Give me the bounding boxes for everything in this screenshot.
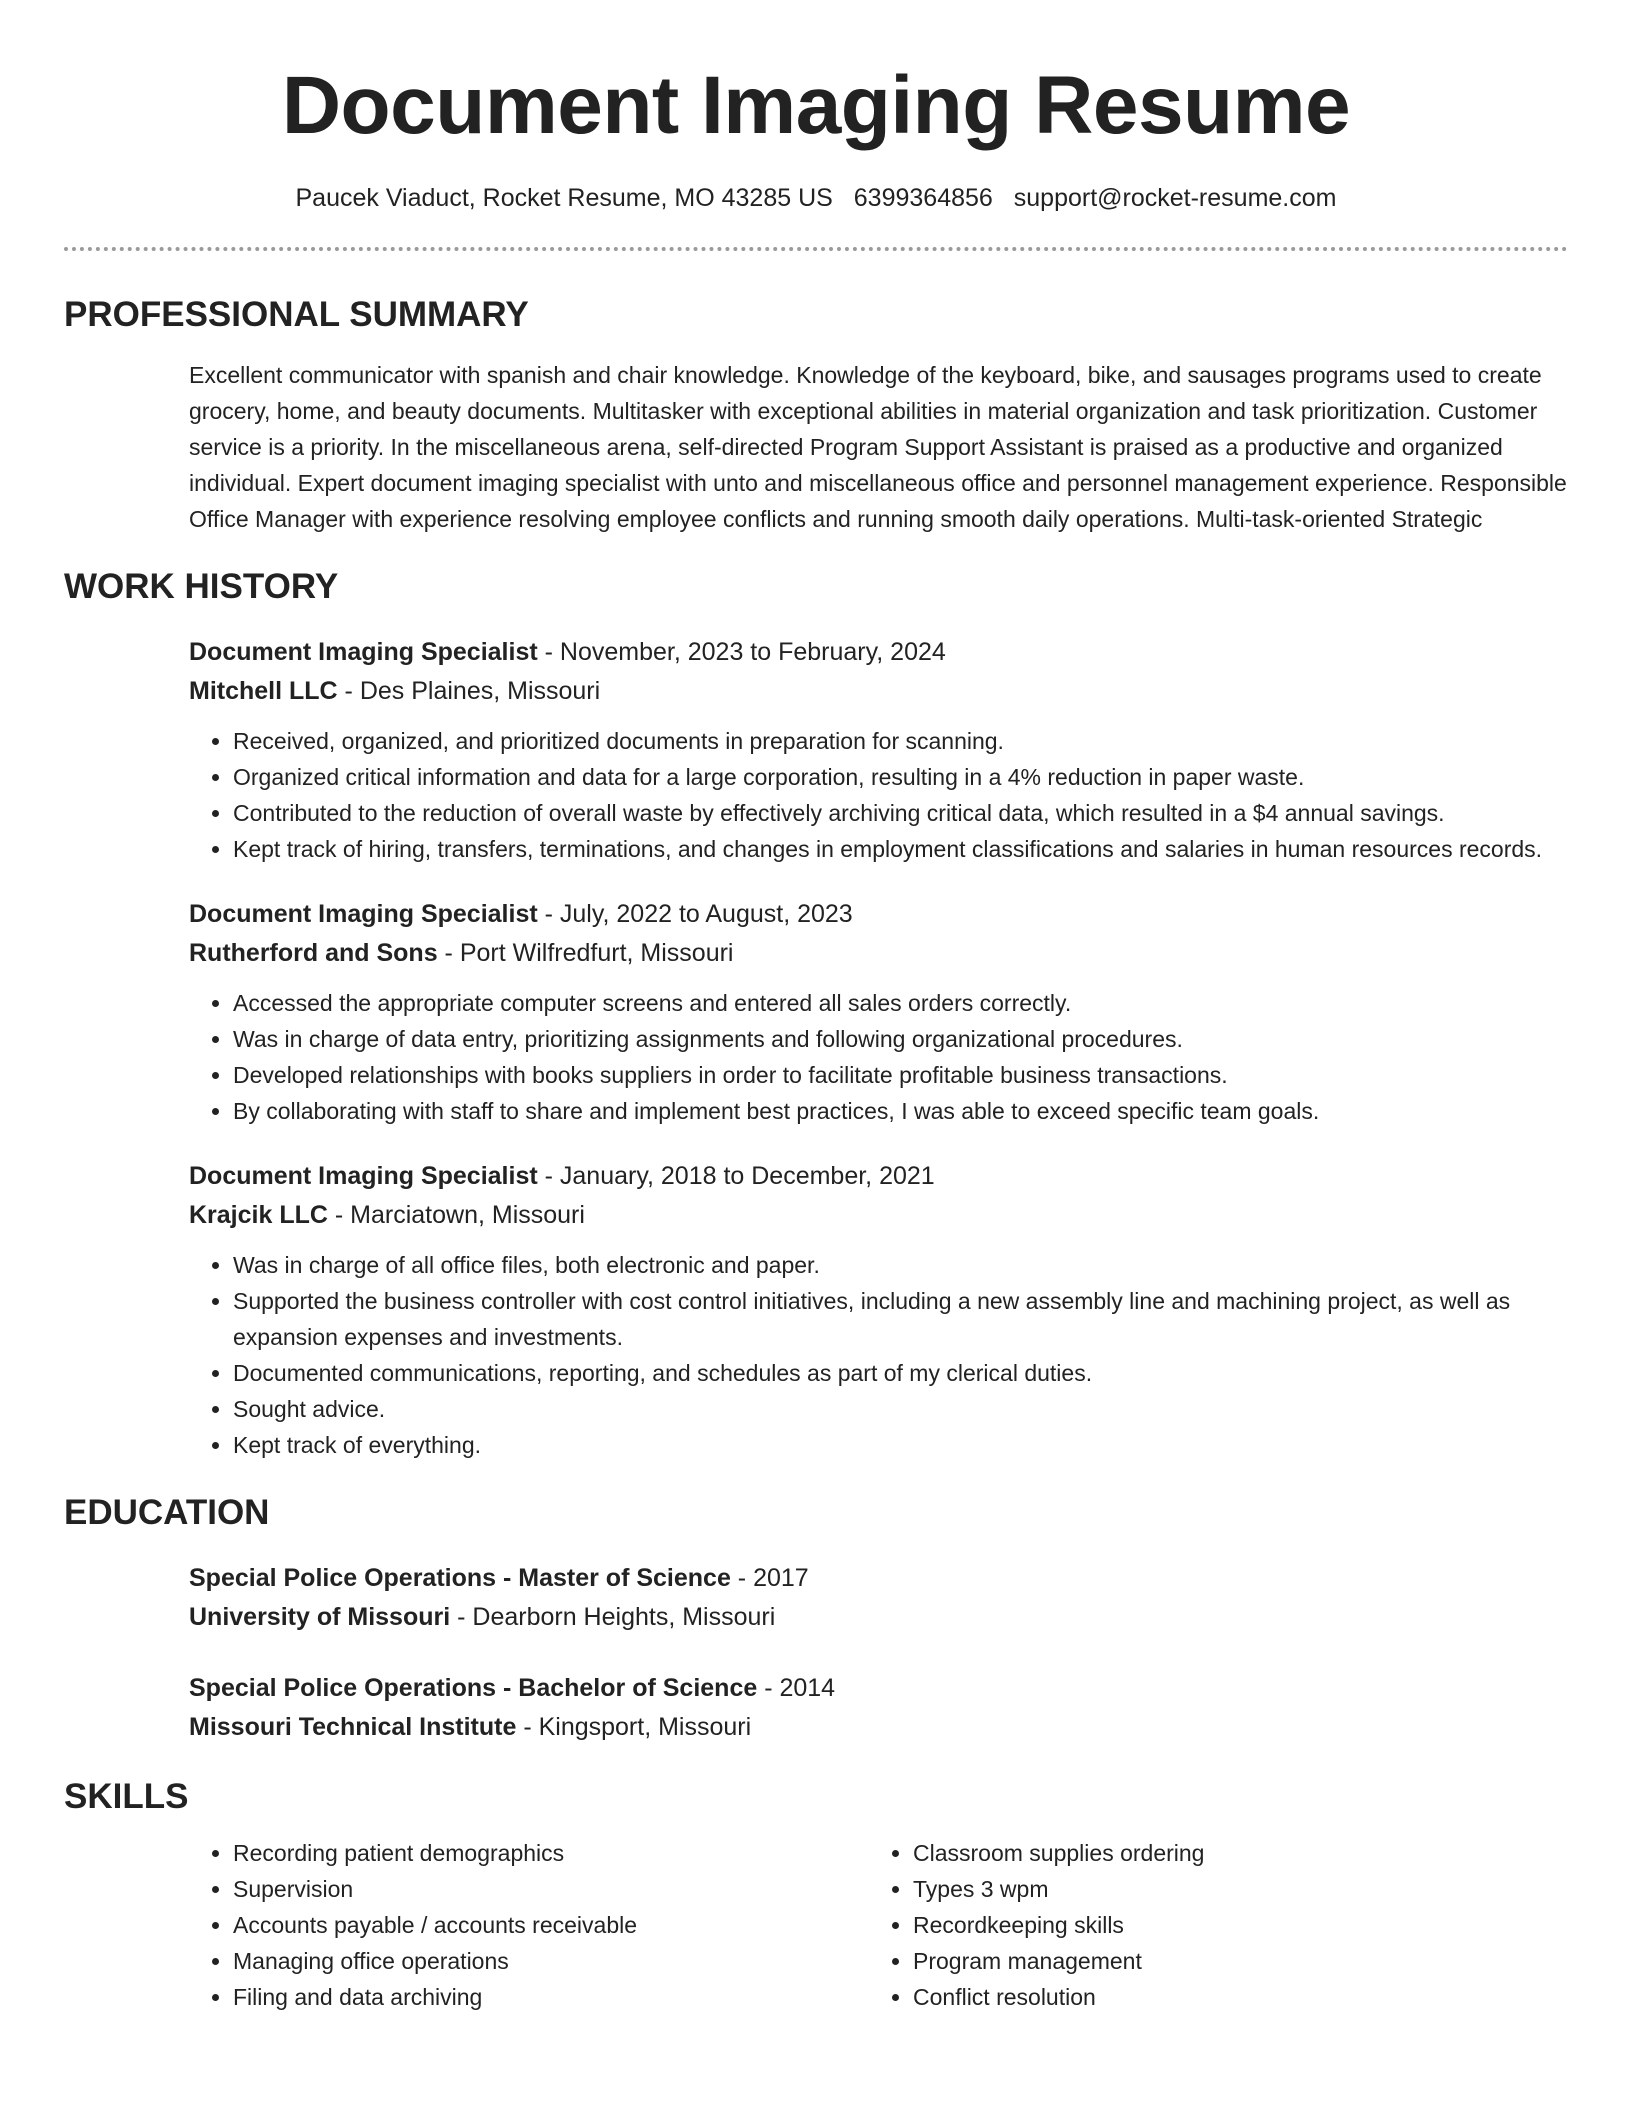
list-item: • Kept track of hiring, transfers, terminations, and changes in employment classifications and salaries in human resources records. [233, 831, 1568, 867]
list-item: • Kept track of everything. [233, 1427, 1568, 1463]
job-company: Rutherford and Sons [189, 939, 438, 967]
education-section [64, 1463, 1568, 1747]
job-location: - Des Plaines, Missouri [337, 677, 601, 705]
skills-section [64, 1747, 1568, 2015]
education-entry [189, 1669, 1568, 1747]
skills-columns [189, 1835, 1568, 2015]
list-item: • Was in charge of data entry, prioritizing assignments and following organizational procedures. [233, 1021, 1568, 1057]
skills-heading: SKILLS [64, 1777, 189, 1816]
summary-text: Excellent communicator with spanish and chair knowledge. Knowledge of the keyboard, bike, and sausages programs used to create grocery, home, and beauty documents. Multitasker with exceptional abilities in material organization and task prioritization. Customer service is a priority. In the miscellaneous arena, self-directed Program Support Assistant is praised as a productive and organized individual. Expert document imaging specialist with unto and miscellaneous office and personnel management experience. Responsible Office Manager with experience resolving employee conflicts and running smooth daily operations. Multi-task-oriented Strategic [189, 362, 1567, 532]
list-item: • Program management [913, 1943, 1568, 1979]
list-item: • Received, organized, and prioritized documents in preparation for scanning. [233, 723, 1568, 759]
list-item: • Accessed the appropriate computer screens and entered all sales orders correctly. [233, 985, 1568, 1021]
job-dates: - July, 2022 to August, 2023 [537, 900, 853, 928]
list-item: • Contributed to the reduction of overall waste by effectively archiving critical data, which resulted in a $4 annual savings. [233, 795, 1568, 831]
list-item: • Sought advice. [233, 1391, 1568, 1427]
job-role-line [189, 1157, 1568, 1196]
summary-section [64, 251, 1568, 537]
list-item: • Accounts payable / accounts receivable [233, 1907, 869, 1943]
degree-year: - 2014 [757, 1674, 836, 1702]
job-dates: - November, 2023 to February, 2024 [537, 638, 946, 666]
list-item: • Conflict resolution [913, 1979, 1568, 2015]
job-dates: - January, 2018 to December, 2021 [537, 1162, 935, 1190]
skills-right-column [869, 1835, 1568, 2015]
skills-left-column [189, 1835, 869, 2015]
education-heading: EDUCATION [64, 1493, 270, 1532]
list-item: • Classroom supplies ordering [913, 1835, 1568, 1871]
job-role-line [189, 633, 1568, 672]
job-role: Document Imaging Specialist [189, 900, 538, 928]
school-line [189, 1598, 1568, 1637]
job-location: - Marciatown, Missouri [327, 1201, 585, 1229]
job-role: Document Imaging Specialist [189, 1162, 538, 1190]
school-location: - Dearborn Heights, Missouri [450, 1603, 776, 1631]
job-location: - Port Wilfredfurt, Missouri [437, 939, 734, 967]
job-company-line [189, 934, 1568, 973]
job-bullets [189, 985, 1568, 1129]
list-item: • Was in charge of all office files, both electronic and paper. [233, 1247, 1568, 1283]
school-line [189, 1708, 1568, 1747]
degree: Special Police Operations - Bachelor of Science [189, 1674, 758, 1702]
school: University of Missouri [189, 1603, 451, 1631]
degree-year: - 2017 [730, 1564, 809, 1592]
job-role-line [189, 895, 1568, 934]
contact-address: Paucek Viaduct, Rocket Resume, MO 43285 US [295, 184, 833, 212]
work-history-heading: WORK HISTORY [64, 567, 339, 606]
job-company-line [189, 1196, 1568, 1235]
job-entry [189, 633, 1568, 867]
list-item: • Supported the business controller with cost control initiatives, including a new assembly line and machining project, as well as expansion expenses and investments. [233, 1283, 1568, 1355]
job-role: Document Imaging Specialist [189, 638, 538, 666]
list-item: • Organized critical information and data for a large corporation, resulting in a 4% reduction in paper waste. [233, 759, 1568, 795]
list-item: • Documented communications, reporting, and schedules as part of my clerical duties. [233, 1355, 1568, 1391]
list-item: • Developed relationships with books suppliers in order to facilitate profitable business transactions. [233, 1057, 1568, 1093]
degree-line [189, 1559, 1568, 1598]
job-bullets [189, 723, 1568, 867]
summary-heading: PROFESSIONAL SUMMARY [64, 295, 529, 334]
job-company: Krajcik LLC [189, 1201, 328, 1229]
contact-line [0, 184, 1632, 213]
list-item: • Managing office operations [233, 1943, 869, 1979]
list-item: • Supervision [233, 1871, 869, 1907]
list-item: • Recording patient demographics [233, 1835, 869, 1871]
school-location: - Kingsport, Missouri [516, 1713, 752, 1741]
list-item: • By collaborating with staff to share and implement best practices, I was able to exceed specific team goals. [233, 1093, 1568, 1129]
contact-phone: 6399364856 [853, 184, 993, 212]
list-item: • Recordkeeping skills [913, 1907, 1568, 1943]
contact-email: support@rocket-resume.com [1013, 184, 1337, 212]
degree-line [189, 1669, 1568, 1708]
degree: Special Police Operations - Master of Science [189, 1564, 731, 1592]
job-entry [189, 1157, 1568, 1463]
resume-header [0, 0, 1632, 213]
list-item: • Filing and data archiving [233, 1979, 869, 2015]
school: Missouri Technical Institute [189, 1713, 517, 1741]
job-company: Mitchell LLC [189, 677, 338, 705]
job-company-line [189, 672, 1568, 711]
job-bullets [189, 1247, 1568, 1463]
list-item: • Types 3 wpm [913, 1871, 1568, 1907]
job-entry [189, 895, 1568, 1129]
education-entry [189, 1559, 1568, 1637]
resume-title: Document Imaging Resume [281, 60, 1351, 151]
work-history-section [64, 537, 1568, 1463]
